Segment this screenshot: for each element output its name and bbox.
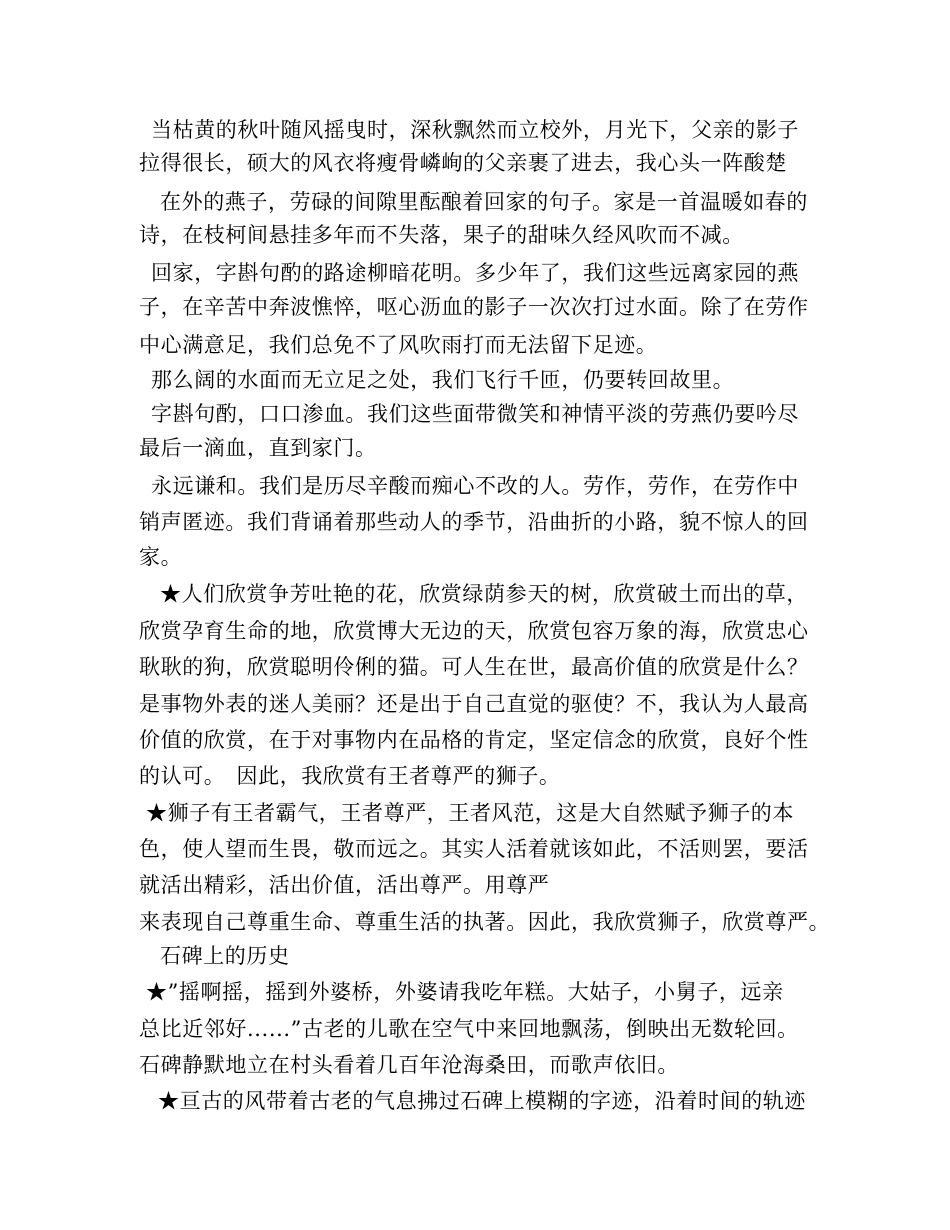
text-line: ★人们欣赏争芳吐艳的花，欣赏绿荫参天的树，欣赏破土而出的草， bbox=[160, 582, 808, 606]
text-line: 永远谦和。我们是历尽辛酸而痴心不改的人。劳作，劳作，在劳作中 bbox=[151, 474, 799, 498]
text-line: 子，在辛苦中奔波憔悴，呕心沥血的影子一次次打过水面。除了在劳作 bbox=[139, 295, 809, 319]
text-line: 那么阔的水面而无立足之处，我们飞行千匝，仍要转回故里。 bbox=[151, 368, 735, 392]
text-line: 当枯黄的秋叶随风摇曳时，深秋飘然而立校外，月光下，父亲的影子 bbox=[151, 118, 799, 142]
text-line: 石碑静默地立在村头看着几百年沧海桑田，而歌声依旧。 bbox=[139, 1053, 679, 1077]
text-line: 石碑上的历史 bbox=[160, 944, 290, 968]
text-line: 诗，在枝柯间悬挂多年而不失落，果子的甜味久经风吹而不减。 bbox=[139, 223, 744, 247]
text-line: ★”摇啊摇，摇到外婆桥，外婆请我吃年糕。大姑子，小舅子，远亲 bbox=[146, 980, 784, 1004]
text-line: 销声匿迹。我们背诵着那些动人的季节，沿曲折的小路，貌不惊人的回 bbox=[139, 510, 809, 534]
text-line: 拉得很长，硕大的风衣将瘦骨嶙峋的父亲裹了进去，我心头一阵酸楚 bbox=[139, 151, 787, 175]
text-line: 的认可。 因此，我欣赏有王者尊严的狮子。 bbox=[139, 764, 561, 788]
text-line: 在外的燕子，劳碌的间隙里酝酿着回家的句子。家是一首温暖如春的 bbox=[160, 190, 808, 214]
text-line: 家。 bbox=[139, 545, 183, 569]
text-line: 就活出精彩，活出价值，活出尊严。用尊严 bbox=[139, 873, 550, 897]
text-line: 是事物外表的迷人美丽？还是出于自己直觉的驱使？不，我认为人最高 bbox=[139, 692, 809, 716]
text-line: 价值的欣赏，在于对事物内在品格的肯定，坚定信念的欣赏，良好个性 bbox=[139, 728, 809, 752]
text-line: 欣赏孕育生命的地，欣赏博大无边的天，欣赏包容万象的海，欣赏忠心 bbox=[139, 619, 809, 643]
text-line: 来表现自己尊重生命、尊重生活的执著。因此，我欣赏狮子，欣赏尊严。 bbox=[139, 910, 831, 934]
text-line: 总比近邻好......”古老的儿歌在空气中来回地飘荡，倒映出无数轮回。 bbox=[139, 1017, 799, 1041]
text-line: 中心满意足，我们总免不了风吹雨打而无法留下足迹。 bbox=[139, 333, 658, 357]
text-line: 回家，字斟句酌的路途柳暗花明。多少年了，我们这些远离家园的燕 bbox=[151, 261, 799, 285]
text-line: 色，使人望而生畏，敬而远之。其实人活着就该如此，不活则罢，要活 bbox=[139, 837, 809, 861]
text-line: 字斟句酌，口口渗血。我们这些面带微笑和神情平淡的劳燕仍要吟尽 bbox=[151, 402, 799, 426]
text-line: ★狮子有王者霸气，王者尊严，王者风范，这是大自然赋予狮子的本 bbox=[146, 801, 794, 825]
text-line: 最后一滴血，直到家门。 bbox=[139, 436, 377, 460]
text-line: 耿耿的狗，欣赏聪明伶俐的猫。可人生在世，最高价值的欣赏是什么？ bbox=[139, 655, 809, 679]
text-line: ★亘古的风带着古老的气息拂过石碑上模糊的字迹，沿着时间的轨迹 bbox=[158, 1089, 806, 1113]
